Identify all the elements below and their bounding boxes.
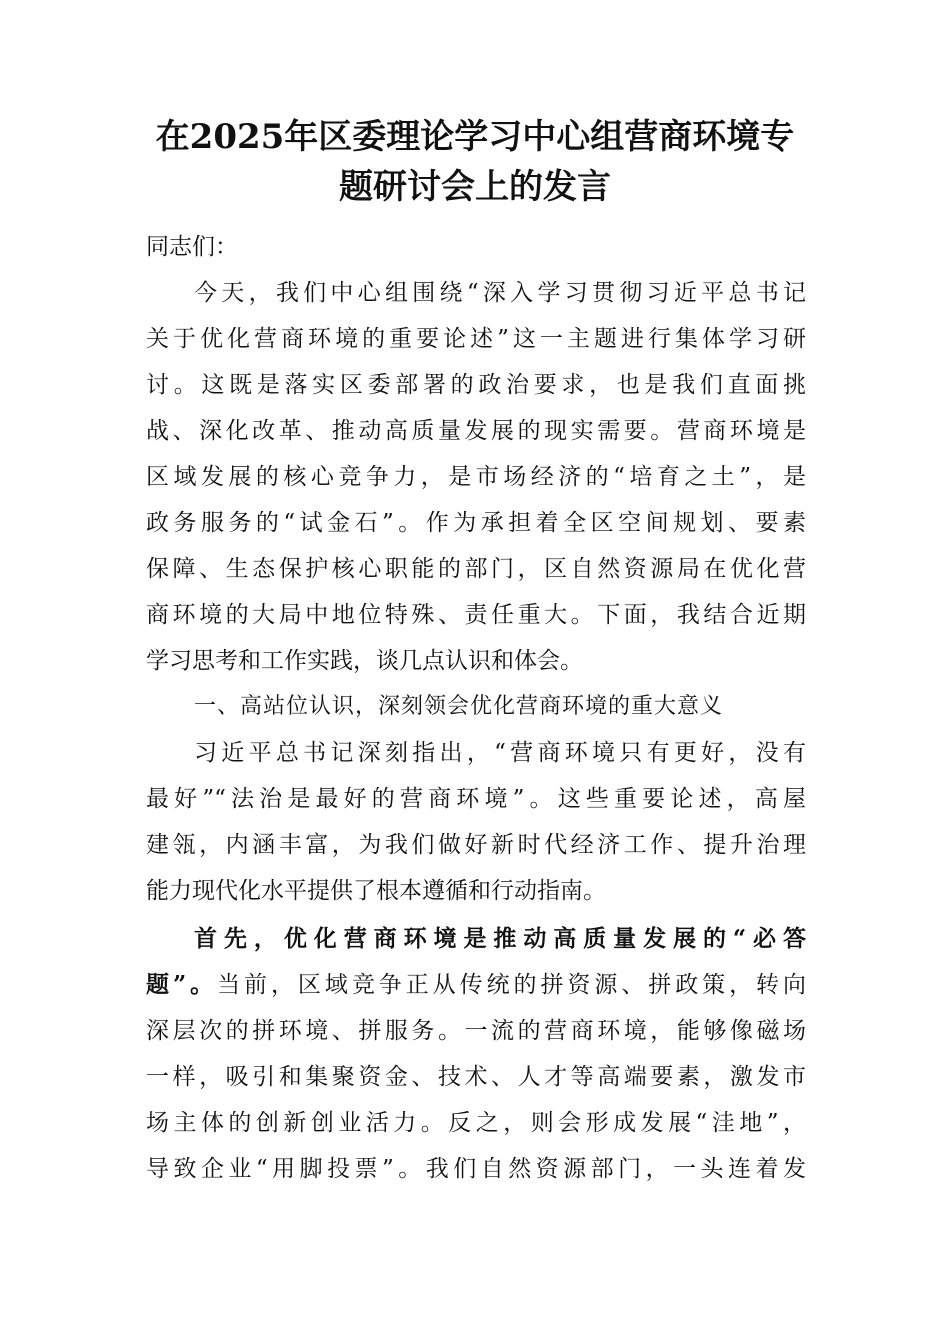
intro-paragraph [146, 270, 806, 684]
paragraph-line [146, 962, 806, 1008]
paragraph-line: 战、深化改革、推动高质量发展的现实需要。营商环境是 [146, 418, 806, 444]
paragraph-line: 导致企业“用脚投票”。我们自然资源部门，一头连着发 [146, 1156, 806, 1182]
paragraph-line: 关于优化营商环境的重要论述”这一主题进行集体学习研 [146, 326, 806, 352]
salutation: 同志们： [146, 234, 238, 260]
paragraph-line: 政务服务的“试金石”。作为承担着全区空间规划、要素 [146, 510, 806, 536]
paragraph-line: 区域发展的核心竞争力，是市场经济的“培育之土”，是 [146, 464, 806, 490]
paragraph-line: 讨。这既是落实区委部署的政治要求，也是我们直面挑 [146, 372, 806, 398]
paragraph-line: 学习思考和工作实践，谈几点认识和体会。 [146, 648, 583, 674]
paragraph-line: 深层次的拼环境、拼服务。一流的营商环境，能够像磁场 [146, 1018, 806, 1044]
paragraph-line: 一样，吸引和集聚资金、技术、人才等高端要素，激发市 [146, 1064, 806, 1090]
paragraph-line: 场主体的创新创业活力。反之，则会形成发展“洼地”， [146, 1110, 806, 1136]
paragraph-line: 今天，我们中心组围绕“深入学习贯彻习近平总书记 [194, 280, 806, 306]
paragraph-line: 保障、生态保护核心职能的部门，区自然资源局在优化营 [146, 556, 806, 582]
point1-bold-tail: 题”。 [146, 971, 218, 998]
section1-paragraph [146, 730, 806, 914]
title-line-1: 在2025年区委理论学习中心组营商环境专 [155, 117, 795, 157]
paragraph-line: 商环境的大局中地位特殊、责任重大。下面，我结合近期 [146, 602, 806, 628]
paragraph-line: 能力现代化水平提供了根本遵循和行动指南。 [146, 878, 606, 904]
point1-paragraph [146, 916, 806, 1192]
section-heading-1: 一、高站位认识，深刻领会优化营商环境的重大意义 [194, 694, 724, 719]
paragraph-line: 最好”“法治是最好的营商环境”。这些重要论述，高屋 [146, 786, 806, 812]
point1-bold-lead: 首先，优化营商环境是推动高质量发展的“必答 [194, 925, 806, 952]
title-line-2: 题研讨会上的发言 [339, 167, 611, 207]
paragraph-line: 习近平总书记深刻指出，“营商环境只有更好，没有 [194, 740, 806, 766]
document-title [140, 112, 810, 212]
paragraph-line: 建瓴，内涵丰富，为我们做好新时代经济工作、提升治理 [146, 832, 806, 858]
paragraph-text: 当前，区域竞争正从传统的拼资源、拼政策，转向 [217, 972, 806, 998]
document-body [146, 224, 806, 1192]
